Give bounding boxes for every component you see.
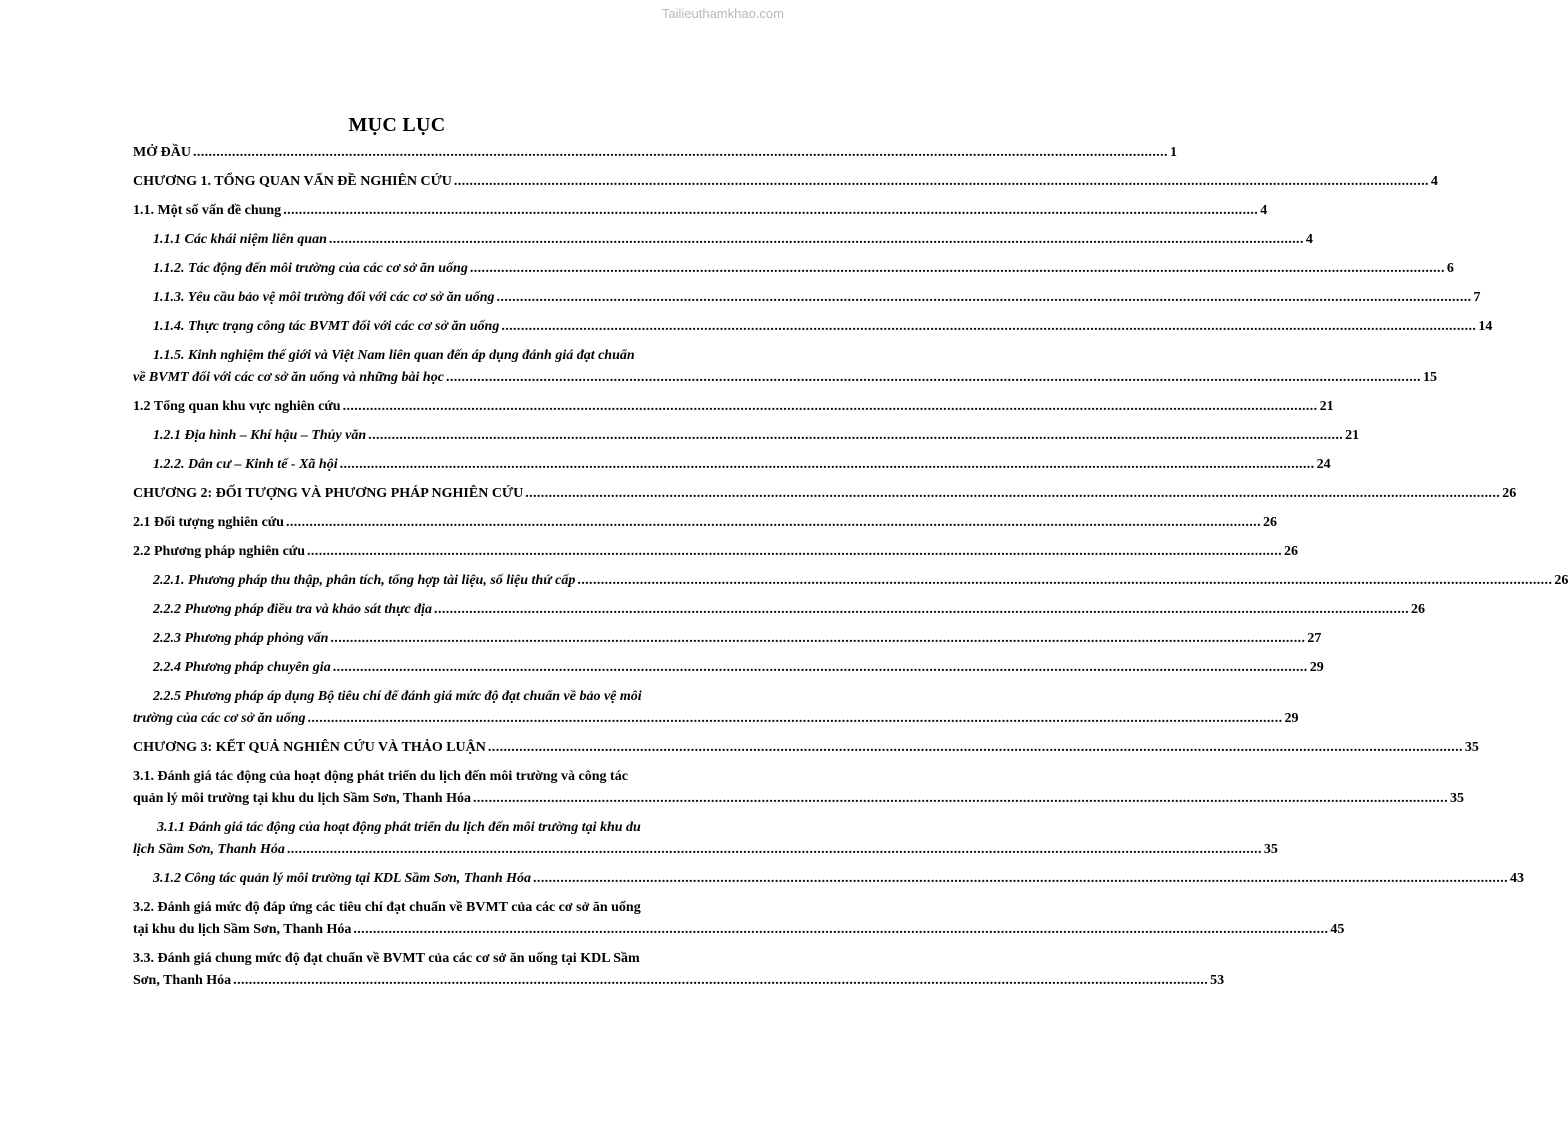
toc-leader-dots	[330, 628, 1305, 650]
toc-page-number: 43	[1510, 871, 1525, 886]
toc-entry-text: 1.1.1 Các khái niệm liên quan	[153, 232, 327, 247]
toc-entry-text: 2.1 Đối tượng nghiên cứu	[133, 515, 284, 530]
toc-entry-first-line: 3.1. Đánh giá tác động của hoạt động phát triển du lịch đến môi trường và công tác	[133, 769, 628, 784]
toc-entry-chapter-2[interactable]	[133, 483, 1517, 505]
toc-page-number: 26	[1502, 486, 1517, 501]
toc-page-number: 35	[1464, 740, 1479, 755]
toc-leader-dots	[470, 258, 1445, 280]
toc-leader-dots	[473, 788, 1448, 810]
toc-entry-text: 1.2.1 Địa hình – Khí hậu – Thủy văn	[153, 428, 367, 443]
toc-leader-dots	[501, 316, 1476, 338]
toc-page-number: 26	[1411, 602, 1426, 617]
toc-leader-dots	[577, 570, 1552, 592]
toc-entry-text: 2.2.1. Phương pháp thu thập, phân tích, tổng hợp tài liệu, số liệu thứ cấp	[153, 573, 576, 588]
toc-entry-1-1-4[interactable]	[133, 316, 1493, 338]
toc-page-number: 29	[1309, 660, 1324, 675]
toc-page-number: 21	[1319, 399, 1334, 414]
toc-entry-1-1-3[interactable]	[133, 287, 1481, 309]
toc-page-number: 26	[1262, 515, 1277, 530]
toc-entry-first-line: 1.1.5. Kinh nghiệm thế giới và Việt Nam liên quan đến áp dụng đánh giá đạt chuẩn	[153, 348, 635, 363]
toc-leader-dots	[307, 541, 1282, 563]
toc-entry-first-line: 3.1.1 Đánh giá tác động của hoạt động phát triển du lịch đến môi trường tại khu du	[157, 820, 641, 835]
toc-entry-text: 2.2.2 Phương pháp điều tra và khảo sát thực địa	[153, 602, 433, 617]
toc-entry-text: 1.2 Tổng quan khu vực nghiên cứu	[133, 399, 341, 414]
toc-page-number: 6	[1446, 261, 1454, 276]
toc-leader-dots	[308, 708, 1283, 730]
toc-entry-3-2[interactable]	[133, 897, 1345, 941]
toc-leader-dots	[283, 200, 1258, 222]
toc-page-number: 4	[1430, 174, 1438, 189]
toc-leader-dots	[353, 919, 1328, 941]
toc-page-number: 26	[1284, 544, 1298, 559]
toc-entry-text: 1.1.2. Tác động đến môi trường của các cơ sở ăn uống	[153, 261, 468, 276]
toc-leader-dots	[329, 229, 1304, 251]
toc-entry-text: tại khu du lịch Sầm Sơn, Thanh Hóa	[133, 922, 352, 937]
toc-entry-1-1-2[interactable]	[133, 258, 1454, 280]
toc-leader-dots	[287, 839, 1262, 861]
toc-entry-text: Sơn, Thanh Hóa	[133, 973, 232, 988]
toc-page-number: 35	[1263, 842, 1278, 857]
toc-leader-dots	[368, 425, 1343, 447]
toc-entry-text: 1.1.4. Thực trạng công tác BVMT đối với các cơ sở ăn uống	[153, 319, 500, 334]
toc-entry-text: CHƯƠNG 3: KẾT QUẢ NGHIÊN CỨU VÀ THẢO LUẬN	[133, 740, 486, 755]
toc-entry-text: 2.2.4 Phương pháp chuyên gia	[153, 660, 331, 675]
toc-entry-text: MỞ ĐẦU	[133, 145, 191, 160]
toc-entry-text: 1.2.2. Dân cư – Kinh tế - Xã hội	[153, 457, 338, 472]
toc-entry-text: 1.1. Một số vấn đề chung	[133, 203, 282, 218]
toc-leader-dots	[343, 396, 1318, 418]
toc-entry-first-line: 2.2.5 Phương pháp áp dụng Bộ tiêu chí để đánh giá mức độ đạt chuẩn về bảo vệ môi	[153, 689, 642, 704]
toc-leader-dots	[533, 868, 1508, 890]
toc-page-number: 4	[1260, 203, 1268, 218]
toc-entry-1-1-1[interactable]	[133, 229, 1313, 251]
toc-entry-2-1[interactable]	[133, 512, 1277, 534]
toc-page-number: 29	[1284, 711, 1299, 726]
toc-entry-chapter-3[interactable]	[133, 737, 1479, 759]
toc-leader-dots	[454, 171, 1429, 193]
toc-entry-3-1[interactable]	[133, 766, 1464, 810]
toc-entry-2-2-3[interactable]	[133, 628, 1322, 650]
toc-entry-2-2[interactable]	[133, 541, 1298, 563]
toc-entry-text: CHƯƠNG 1. TỔNG QUAN VẤN ĐỀ NGHIÊN CỨU	[133, 174, 452, 189]
toc-entry-text: về BVMT đối với các cơ sở ăn uống và những bài học	[133, 370, 444, 385]
toc-leader-dots	[193, 142, 1168, 164]
toc-entry-text: 2.2 Phương pháp nghiên cứu	[133, 544, 305, 559]
toc-entry-3-3[interactable]	[133, 948, 1225, 992]
toc-entry-intro[interactable]	[133, 142, 1177, 164]
toc-page-number: 4	[1305, 232, 1313, 247]
toc-entry-3-1-2[interactable]	[133, 868, 1525, 890]
toc-page-number: 53	[1210, 973, 1225, 988]
toc-page-number: 26	[1554, 573, 1568, 588]
toc-page-number: 21	[1345, 428, 1360, 443]
toc-entry-text: CHƯƠNG 2: ĐỐI TƯỢNG VÀ PHƯƠNG PHÁP NGHIÊN CỨU	[133, 486, 524, 501]
toc-entry-text: 2.2.3 Phương pháp phỏng vấn	[153, 631, 329, 646]
table-of-contents	[133, 142, 1568, 999]
toc-entry-3-1-1[interactable]	[133, 817, 1278, 861]
toc-entry-text: 3.1.2 Công tác quản lý môi trường tại KDL Sầm Sơn, Thanh Hóa	[153, 871, 532, 886]
toc-entry-2-2-2[interactable]	[133, 599, 1426, 621]
page-title: MỤC LỤC	[348, 114, 446, 136]
toc-entry-text: quản lý môi trường tại khu du lịch Sầm Sơn, Thanh Hóa	[133, 791, 471, 806]
toc-entry-text: trường của các cơ sở ăn uống	[133, 711, 306, 726]
toc-entry-1-1[interactable]	[133, 200, 1268, 222]
toc-leader-dots	[333, 657, 1308, 679]
toc-leader-dots	[233, 970, 1208, 992]
toc-leader-dots	[434, 599, 1409, 621]
toc-entry-2-2-1[interactable]	[133, 570, 1568, 592]
toc-page-number: 35	[1449, 791, 1464, 806]
toc-entry-chapter-1[interactable]	[133, 171, 1438, 193]
toc-leader-dots	[525, 483, 1500, 505]
toc-entry-text: lịch Sầm Sơn, Thanh Hóa	[133, 842, 285, 857]
toc-leader-dots	[446, 367, 1421, 389]
toc-entry-1-1-5[interactable]	[133, 345, 1437, 389]
toc-page-number: 14	[1478, 319, 1493, 334]
toc-page-number: 15	[1422, 370, 1437, 385]
toc-leader-dots	[286, 512, 1261, 534]
toc-page-number: 45	[1330, 922, 1345, 937]
toc-entry-first-line: 3.2. Đánh giá mức độ đáp ứng các tiêu chí đạt chuẩn về BVMT của các cơ sở ăn uống	[133, 900, 641, 915]
toc-page-number: 7	[1473, 290, 1481, 305]
toc-leader-dots	[497, 287, 1472, 309]
toc-page-number: 1	[1169, 145, 1177, 160]
toc-page-number: 27	[1307, 631, 1322, 646]
toc-leader-dots	[340, 454, 1315, 476]
toc-entry-first-line: 3.3. Đánh giá chung mức độ đạt chuẩn về BVMT của các cơ sở ăn uống tại KDL Sầm	[133, 951, 640, 966]
toc-entry-2-2-4[interactable]	[133, 657, 1324, 679]
toc-entry-1-2-1[interactable]	[133, 425, 1360, 447]
toc-entry-1-2-2[interactable]	[133, 454, 1331, 476]
toc-page-number: 24	[1316, 457, 1331, 472]
toc-entry-1-2[interactable]	[133, 396, 1334, 418]
watermark-text: Tailieuthamkhao.com	[661, 6, 784, 21]
toc-entry-text: 1.1.3. Yêu cầu bảo vệ môi trường đối với các cơ sở ăn uống	[153, 290, 495, 305]
toc-entry-2-2-5[interactable]	[133, 686, 1299, 730]
toc-leader-dots	[488, 737, 1463, 759]
